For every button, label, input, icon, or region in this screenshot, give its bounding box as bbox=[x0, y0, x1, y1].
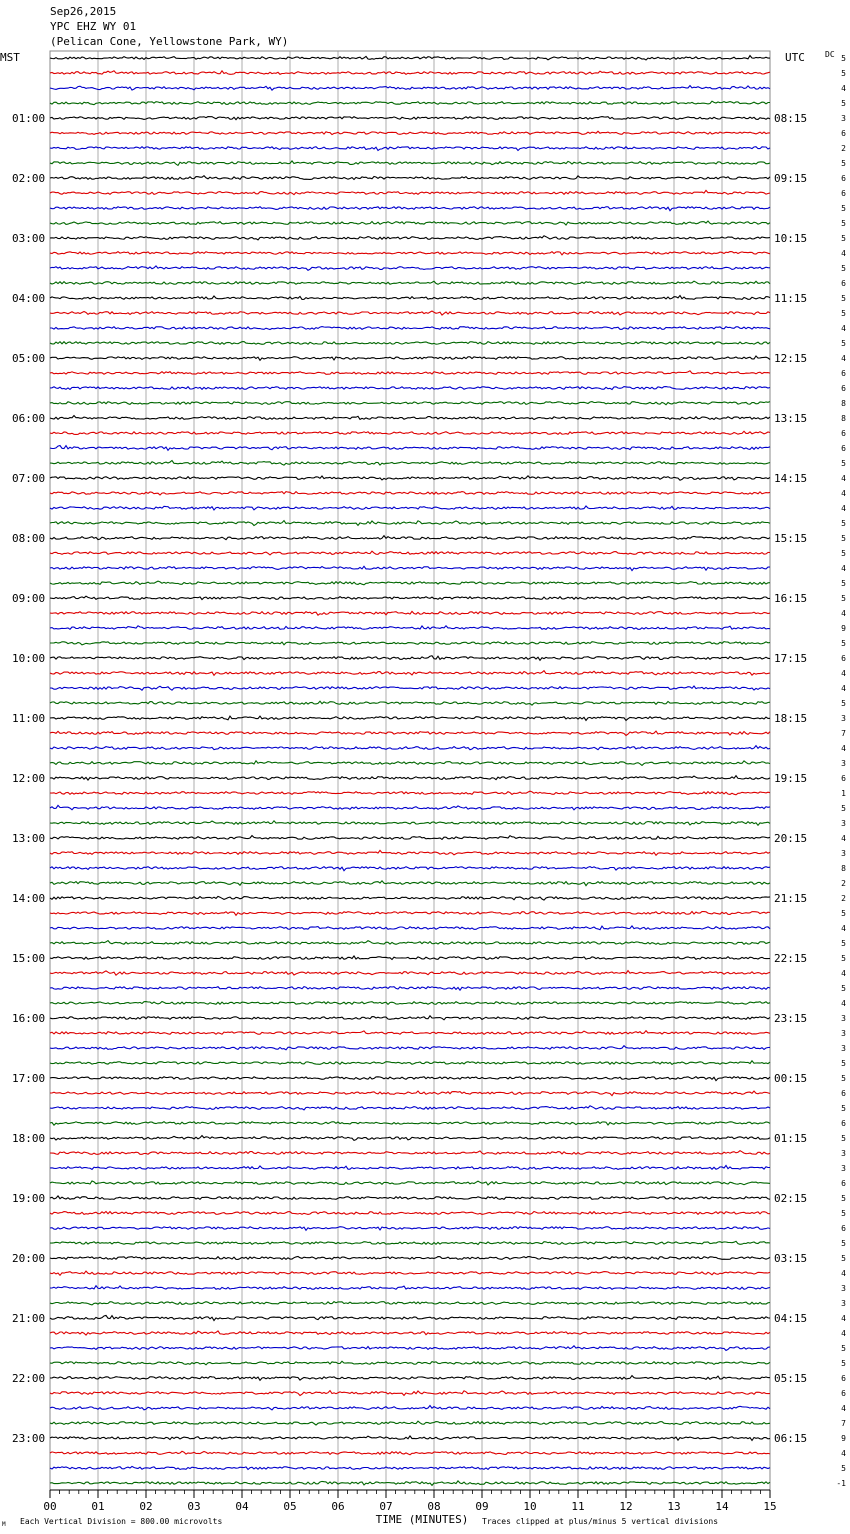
seismic-trace bbox=[50, 492, 770, 495]
seismic-trace bbox=[50, 1257, 770, 1260]
seismic-trace bbox=[50, 1361, 770, 1365]
hour-label-utc: 13:15 bbox=[774, 412, 808, 425]
dc-offset-label: 4 bbox=[841, 684, 846, 693]
dc-offset-label: 6 bbox=[841, 1089, 846, 1098]
seismic-trace bbox=[50, 207, 770, 211]
dc-offset-label: 5 bbox=[841, 69, 846, 78]
hour-label-mst: 10:00 bbox=[12, 652, 46, 665]
dc-offset-label: 5 bbox=[841, 519, 846, 528]
dc-offset-label: 6 bbox=[841, 444, 846, 453]
seismic-trace bbox=[50, 101, 770, 105]
dc-offset-label: 5 bbox=[841, 1209, 846, 1218]
dc-offset-label: 5 bbox=[841, 1254, 846, 1263]
hour-label-mst: 02:00 bbox=[12, 172, 46, 185]
x-tick-label: 15 bbox=[763, 1500, 777, 1513]
hour-label-mst: 09:00 bbox=[12, 592, 46, 605]
left-axis-title: MST bbox=[0, 51, 20, 64]
hour-label-utc: 11:15 bbox=[774, 292, 808, 305]
seismic-trace bbox=[50, 867, 770, 871]
dc-offset-label: 6 bbox=[841, 189, 846, 198]
dc-offset-label: 4 bbox=[841, 1314, 846, 1323]
right-axis-title: UTC bbox=[785, 51, 805, 64]
hour-label-mst: 22:00 bbox=[12, 1372, 46, 1385]
dc-offset-label: 3 bbox=[841, 114, 846, 123]
seismic-trace bbox=[50, 506, 770, 510]
seismic-trace bbox=[50, 536, 770, 540]
dc-offset-label: 5 bbox=[841, 1059, 846, 1068]
hour-label-mst: 12:00 bbox=[12, 772, 46, 785]
header-station: YPC EHZ WY 01 bbox=[50, 20, 137, 33]
seismic-trace bbox=[50, 1091, 770, 1096]
hour-label-utc: 19:15 bbox=[774, 772, 808, 785]
dc-offset-label: 5 bbox=[841, 1359, 846, 1368]
plot-frame bbox=[50, 51, 770, 1490]
x-tick-label: 07 bbox=[379, 1500, 393, 1513]
x-tick-label: 08 bbox=[427, 1500, 441, 1513]
corner-mark: M bbox=[2, 1521, 6, 1528]
seismic-trace bbox=[50, 761, 770, 766]
dc-offset-label: 6 bbox=[841, 279, 846, 288]
hour-label-mst: 17:00 bbox=[12, 1072, 46, 1085]
hour-label-mst: 18:00 bbox=[12, 1132, 46, 1145]
hour-label-mst: 11:00 bbox=[12, 712, 46, 725]
dc-offset-label: 5 bbox=[841, 1344, 846, 1353]
dc-offset-label: 4 bbox=[841, 324, 846, 333]
seismic-trace bbox=[50, 387, 770, 390]
x-tick-label: 13 bbox=[667, 1500, 681, 1513]
hour-label-utc: 05:15 bbox=[774, 1372, 808, 1385]
seismic-trace bbox=[50, 446, 770, 451]
seismic-trace bbox=[50, 596, 770, 599]
hour-label-utc: 01:15 bbox=[774, 1132, 808, 1145]
seismic-trace bbox=[50, 1391, 770, 1396]
seismic-trace bbox=[50, 701, 770, 705]
dc-offset-label: 1 bbox=[841, 789, 846, 798]
seismic-trace bbox=[50, 1151, 770, 1155]
seismic-trace bbox=[50, 1436, 770, 1441]
dc-offset-label: 5 bbox=[841, 984, 846, 993]
dc-offset-label: 5 bbox=[841, 219, 846, 228]
x-tick-label: 01 bbox=[91, 1500, 105, 1513]
dc-title: DC bbox=[825, 50, 835, 59]
dc-offset-label: 5 bbox=[841, 234, 846, 243]
dc-offset-label: 4 bbox=[841, 744, 846, 753]
seismic-trace bbox=[50, 971, 770, 976]
seismic-trace bbox=[50, 371, 770, 375]
dc-offset-label: 5 bbox=[841, 264, 846, 273]
dc-offset-label: 5 bbox=[841, 1104, 846, 1113]
seismic-trace bbox=[50, 1406, 770, 1410]
hour-label-mst: 03:00 bbox=[12, 232, 46, 245]
dc-offset-label: -1 bbox=[836, 1479, 846, 1488]
dc-offset-label: 9 bbox=[841, 1434, 846, 1443]
hour-label-utc: 12:15 bbox=[774, 352, 808, 365]
dc-offset-label: 7 bbox=[841, 729, 846, 738]
hour-label-utc: 06:15 bbox=[774, 1432, 808, 1445]
hour-label-utc: 04:15 bbox=[774, 1312, 808, 1325]
dc-offset-label: 4 bbox=[841, 474, 846, 483]
seismic-trace bbox=[50, 1286, 770, 1290]
dc-offset-label: 3 bbox=[841, 1044, 846, 1053]
dc-offset-label: 3 bbox=[841, 1149, 846, 1158]
dc-offset-label: 5 bbox=[841, 909, 846, 918]
x-tick-label: 03 bbox=[187, 1500, 201, 1513]
seismic-trace bbox=[50, 161, 770, 166]
hour-label-mst: 14:00 bbox=[12, 892, 46, 905]
seismic-trace bbox=[50, 521, 770, 526]
dc-offset-label: 4 bbox=[841, 924, 846, 933]
seismic-trace bbox=[50, 356, 770, 360]
seismic-trace bbox=[50, 642, 770, 645]
seismic-trace bbox=[50, 1302, 770, 1305]
seismic-trace bbox=[50, 776, 770, 780]
seismic-trace bbox=[50, 56, 770, 60]
seismic-trace bbox=[50, 716, 770, 720]
seismic-trace bbox=[50, 176, 770, 180]
dc-offset-label: 3 bbox=[841, 849, 846, 858]
dc-offset-label: 5 bbox=[841, 594, 846, 603]
x-tick-label: 00 bbox=[43, 1500, 57, 1513]
footer-clipping-note: Traces clipped at plus/minus 5 vertical divisions bbox=[482, 1517, 719, 1526]
seismic-trace bbox=[50, 327, 770, 330]
dc-offset-label: 5 bbox=[841, 534, 846, 543]
dc-offset-label: 9 bbox=[841, 624, 846, 633]
dc-offset-label: 6 bbox=[841, 129, 846, 138]
dc-offset-label: 3 bbox=[841, 1029, 846, 1038]
seismic-trace bbox=[50, 566, 770, 570]
dc-offset-label: 6 bbox=[841, 1224, 846, 1233]
x-tick-label: 04 bbox=[235, 1500, 249, 1513]
seismic-trace bbox=[50, 881, 770, 886]
seismic-trace bbox=[50, 611, 770, 615]
dc-offset-label: 2 bbox=[841, 144, 846, 153]
dc-offset-label: 5 bbox=[841, 954, 846, 963]
x-tick-label: 14 bbox=[715, 1500, 729, 1513]
seismic-trace bbox=[50, 956, 770, 960]
seismic-trace bbox=[50, 86, 770, 91]
hour-label-mst: 21:00 bbox=[12, 1312, 46, 1325]
seismic-trace bbox=[50, 581, 770, 585]
dc-offset-label: 5 bbox=[841, 639, 846, 648]
seismic-trace bbox=[50, 551, 770, 555]
seismic-trace bbox=[50, 342, 770, 345]
x-tick-label: 06 bbox=[331, 1500, 345, 1513]
hour-label-mst: 01:00 bbox=[12, 112, 46, 125]
hour-label-mst: 20:00 bbox=[12, 1252, 46, 1265]
dc-offset-label: 5 bbox=[841, 1239, 846, 1248]
seismic-trace bbox=[50, 1046, 770, 1050]
seismic-trace bbox=[50, 1466, 770, 1469]
dc-offset-label: 4 bbox=[841, 1269, 846, 1278]
dc-offset-label: 3 bbox=[841, 1299, 846, 1308]
hour-label-utc: 22:15 bbox=[774, 952, 808, 965]
seismic-trace bbox=[50, 1196, 770, 1199]
hour-label-utc: 02:15 bbox=[774, 1192, 808, 1205]
dc-offset-label: 8 bbox=[841, 399, 846, 408]
seismic-trace bbox=[50, 131, 770, 134]
seismic-trace bbox=[50, 311, 770, 315]
hour-label-mst: 23:00 bbox=[12, 1432, 46, 1445]
dc-offset-label: 7 bbox=[841, 1419, 846, 1428]
hour-label-mst: 15:00 bbox=[12, 952, 46, 965]
dc-offset-label: 3 bbox=[841, 759, 846, 768]
seismic-trace bbox=[50, 1002, 770, 1005]
seismic-trace bbox=[50, 1421, 770, 1425]
seismic-trace bbox=[50, 416, 770, 420]
dc-offset-label: 4 bbox=[841, 1449, 846, 1458]
dc-offset-label: 4 bbox=[841, 249, 846, 258]
hour-label-mst: 19:00 bbox=[12, 1192, 46, 1205]
dc-offset-label: 2 bbox=[841, 894, 846, 903]
seismic-trace bbox=[50, 1061, 770, 1065]
dc-offset-label: 5 bbox=[841, 579, 846, 588]
seismic-trace bbox=[50, 656, 770, 661]
seismic-trace bbox=[50, 626, 770, 630]
hour-label-utc: 18:15 bbox=[774, 712, 808, 725]
dc-offset-label: 3 bbox=[841, 1164, 846, 1173]
seismic-trace bbox=[50, 476, 770, 480]
dc-offset-label: 4 bbox=[841, 999, 846, 1008]
seismic-trace bbox=[50, 402, 770, 405]
dc-offset-label: 6 bbox=[841, 774, 846, 783]
seismic-trace bbox=[50, 1346, 770, 1351]
header-location: (Pelican Cone, Yellowstone Park, WY) bbox=[50, 35, 289, 48]
seismic-trace bbox=[50, 791, 770, 795]
dc-offset-label: 6 bbox=[841, 174, 846, 183]
dc-offset-label: 3 bbox=[841, 819, 846, 828]
seismic-trace bbox=[50, 686, 770, 690]
dc-offset-label: 5 bbox=[841, 54, 846, 63]
hour-label-mst: 05:00 bbox=[12, 352, 46, 365]
seismic-trace bbox=[50, 850, 770, 855]
dc-offset-label: 5 bbox=[841, 549, 846, 558]
hour-label-mst: 16:00 bbox=[12, 1012, 46, 1025]
dc-offset-label: 8 bbox=[841, 414, 846, 423]
dc-offset-label: 3 bbox=[841, 1284, 846, 1293]
dc-offset-label: 5 bbox=[841, 1074, 846, 1083]
seismic-trace bbox=[50, 1212, 770, 1215]
seismic-trace bbox=[50, 1166, 770, 1170]
dc-offset-label: 4 bbox=[841, 504, 846, 513]
seismic-trace bbox=[50, 1136, 770, 1141]
seismic-trace bbox=[50, 1376, 770, 1381]
x-tick-label: 05 bbox=[283, 1500, 297, 1513]
dc-offset-label: 4 bbox=[841, 489, 846, 498]
dc-offset-label: 6 bbox=[841, 384, 846, 393]
seismic-trace bbox=[50, 746, 770, 750]
seismic-trace bbox=[50, 252, 770, 255]
seismic-trace bbox=[50, 221, 770, 225]
seismic-trace bbox=[50, 266, 770, 270]
x-tick-label: 11 bbox=[571, 1500, 585, 1513]
seismic-trace bbox=[50, 1227, 770, 1231]
x-tick-label: 09 bbox=[475, 1500, 489, 1513]
dc-offset-label: 5 bbox=[841, 309, 846, 318]
dc-offset-label: 5 bbox=[841, 204, 846, 213]
seismic-trace bbox=[50, 1271, 770, 1275]
dc-offset-label: 2 bbox=[841, 879, 846, 888]
hour-label-mst: 08:00 bbox=[12, 532, 46, 545]
dc-offset-label: 5 bbox=[841, 294, 846, 303]
seismic-trace bbox=[50, 912, 770, 916]
dc-offset-label: 5 bbox=[841, 699, 846, 708]
hour-label-utc: 21:15 bbox=[774, 892, 808, 905]
seismic-trace bbox=[50, 1331, 770, 1335]
dc-offset-label: 4 bbox=[841, 354, 846, 363]
hour-label-mst: 06:00 bbox=[12, 412, 46, 425]
seismic-trace bbox=[50, 296, 770, 300]
seismic-trace bbox=[50, 1481, 770, 1486]
hour-label-utc: 03:15 bbox=[774, 1252, 808, 1265]
seismic-trace bbox=[50, 71, 770, 75]
seismic-trace bbox=[50, 1451, 770, 1454]
dc-offset-label: 6 bbox=[841, 1389, 846, 1398]
seismic-trace bbox=[50, 821, 770, 826]
x-axis-title: TIME (MINUTES) bbox=[375, 1513, 469, 1526]
dc-offset-label: 4 bbox=[841, 609, 846, 618]
seismic-trace bbox=[50, 117, 770, 120]
seismic-trace bbox=[50, 1241, 770, 1244]
hour-label-utc: 20:15 bbox=[774, 832, 808, 845]
dc-offset-label: 5 bbox=[841, 939, 846, 948]
header-date: Sep26,2015 bbox=[50, 5, 117, 18]
dc-offset-label: 6 bbox=[841, 1179, 846, 1188]
dc-offset-label: 5 bbox=[841, 99, 846, 108]
seismic-trace bbox=[50, 1315, 770, 1320]
dc-offset-label: 5 bbox=[841, 804, 846, 813]
seismic-trace bbox=[50, 147, 770, 151]
hour-label-utc: 08:15 bbox=[774, 112, 808, 125]
hour-label-utc: 14:15 bbox=[774, 472, 808, 485]
hour-label-utc: 16:15 bbox=[774, 592, 808, 605]
seismic-trace bbox=[50, 1016, 770, 1020]
hour-label-utc: 15:15 bbox=[774, 532, 808, 545]
dc-offset-label: 4 bbox=[841, 84, 846, 93]
x-tick-label: 12 bbox=[619, 1500, 633, 1513]
dc-offset-label: 5 bbox=[841, 1194, 846, 1203]
seismic-trace bbox=[50, 190, 770, 194]
seismic-trace bbox=[50, 941, 770, 945]
dc-offset-label: 4 bbox=[841, 1404, 846, 1413]
dc-offset-label: 5 bbox=[841, 1464, 846, 1473]
dc-offset-label: 5 bbox=[841, 159, 846, 168]
dc-offset-label: 6 bbox=[841, 654, 846, 663]
dc-offset-label: 5 bbox=[841, 459, 846, 468]
dc-offset-label: 3 bbox=[841, 1014, 846, 1023]
seismic-trace bbox=[50, 1181, 770, 1185]
seismic-trace bbox=[50, 1106, 770, 1110]
dc-offset-label: 4 bbox=[841, 834, 846, 843]
dc-offset-label: 6 bbox=[841, 429, 846, 438]
x-tick-label: 10 bbox=[523, 1500, 537, 1513]
dc-offset-label: 5 bbox=[841, 339, 846, 348]
seismic-trace bbox=[50, 671, 770, 676]
seismic-trace bbox=[50, 236, 770, 240]
dc-offset-label: 4 bbox=[841, 969, 846, 978]
dc-offset-label: 5 bbox=[841, 1134, 846, 1143]
seismic-trace bbox=[50, 1122, 770, 1126]
seismic-trace bbox=[50, 431, 770, 434]
seismic-trace bbox=[50, 836, 770, 840]
seismic-trace bbox=[50, 987, 770, 991]
dc-offset-label: 6 bbox=[841, 369, 846, 378]
dc-offset-label: 4 bbox=[841, 669, 846, 678]
dc-offset-label: 6 bbox=[841, 1119, 846, 1128]
seismic-trace bbox=[50, 281, 770, 284]
hour-label-utc: 17:15 bbox=[774, 652, 808, 665]
hour-label-utc: 10:15 bbox=[774, 232, 808, 245]
seismic-trace bbox=[50, 731, 770, 735]
seismic-trace bbox=[50, 805, 770, 809]
seismic-trace bbox=[50, 461, 770, 466]
seismic-trace bbox=[50, 896, 770, 900]
x-tick-label: 02 bbox=[139, 1500, 153, 1513]
hour-label-utc: 09:15 bbox=[774, 172, 808, 185]
hour-label-mst: 07:00 bbox=[12, 472, 46, 485]
dc-offset-label: 6 bbox=[841, 1374, 846, 1383]
hour-label-mst: 13:00 bbox=[12, 832, 46, 845]
seismic-trace bbox=[50, 1077, 770, 1081]
hour-label-utc: 00:15 bbox=[774, 1072, 808, 1085]
seismic-trace bbox=[50, 1031, 770, 1035]
dc-offset-label: 8 bbox=[841, 864, 846, 873]
hour-label-utc: 23:15 bbox=[774, 1012, 808, 1025]
hour-label-mst: 04:00 bbox=[12, 292, 46, 305]
footer-vertical-division: Each Vertical Division = 800.00 microvolts bbox=[20, 1517, 223, 1526]
dc-offset-label: 4 bbox=[841, 564, 846, 573]
dc-offset-label: 3 bbox=[841, 714, 846, 723]
seismic-trace bbox=[50, 926, 770, 930]
dc-offset-label: 4 bbox=[841, 1329, 846, 1338]
